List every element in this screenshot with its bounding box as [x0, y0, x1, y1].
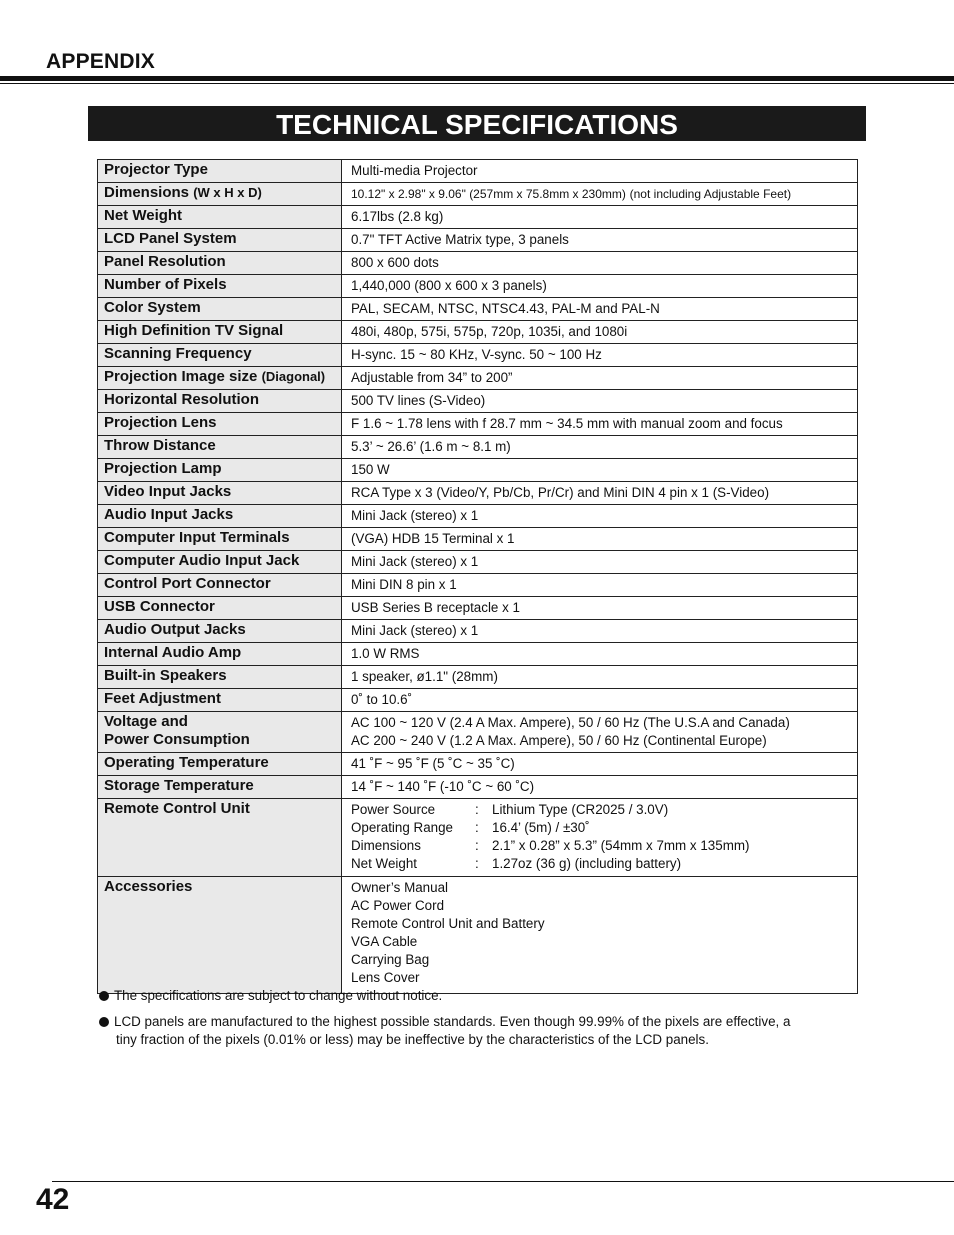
spec-value: Mini Jack (stereo) x 1	[342, 620, 858, 643]
spec-value: 6.17lbs (2.8 kg)	[342, 206, 858, 229]
spec-label: Storage Temperature	[98, 776, 342, 799]
note-lcd-pixels	[99, 1013, 856, 1049]
spec-label: Horizontal Resolution	[98, 390, 342, 413]
table-row	[98, 390, 858, 413]
table-row	[98, 643, 858, 666]
spec-value: USB Series B receptacle x 1	[342, 597, 858, 620]
note-text: The specifications are subject to change without notice.	[114, 988, 443, 1003]
spec-label	[98, 183, 342, 206]
note-text: LCD panels are manufactured to the highest possible standards. Even though 99.99% of the pixels are effective, a	[114, 1014, 791, 1029]
spec-label: Computer Audio Input Jack	[98, 551, 342, 574]
page-number: 42	[36, 1183, 70, 1216]
table-row	[98, 528, 858, 551]
table-row	[98, 753, 858, 776]
table-row	[98, 252, 858, 275]
remote-spec-colon: :	[475, 820, 479, 835]
spec-value: Multi-media Projector	[342, 160, 858, 183]
spec-value-line: AC 100 ~ 120 V (2.4 A Max. Ampere), 50 / 60 Hz (The U.S.A and Canada)	[351, 715, 790, 730]
remote-spec-row	[351, 801, 851, 819]
table-row	[98, 321, 858, 344]
remote-spec-row	[351, 837, 851, 855]
spec-label: Accessories	[98, 877, 342, 994]
table-row	[98, 367, 858, 390]
remote-spec-value: 16.4’ (5m) / ±30˚	[492, 820, 590, 835]
accessory-item: VGA Cable	[351, 934, 418, 949]
table-row	[98, 712, 858, 753]
spec-label: Built-in Speakers	[98, 666, 342, 689]
spec-label-note: (Diagonal)	[261, 369, 326, 384]
table-row	[98, 459, 858, 482]
remote-spec-colon: :	[475, 838, 479, 853]
spec-label: High Definition TV Signal	[98, 321, 342, 344]
note-line: tiny fraction of the pixels (0.01% or less) may be ineffective by the characteristics of the LCD panels.	[116, 1032, 709, 1047]
table-row	[98, 413, 858, 436]
spec-label: Net Weight	[98, 206, 342, 229]
remote-spec-name: Power Source	[351, 802, 436, 817]
table-row	[98, 206, 858, 229]
spec-label: Internal Audio Amp	[98, 643, 342, 666]
remote-spec-value: 1.27oz (36 g) (including battery)	[492, 856, 682, 871]
spec-label: Computer Input Terminals	[98, 528, 342, 551]
accessory-item: Carrying Bag	[351, 952, 430, 967]
remote-spec-name: Dimensions	[351, 838, 421, 853]
spec-value: Mini Jack (stereo) x 1	[342, 505, 858, 528]
table-row	[98, 689, 858, 712]
note-line	[99, 1013, 856, 1031]
remote-spec-name: Net Weight	[351, 856, 417, 871]
spec-value: Mini DIN 8 pin x 1	[342, 574, 858, 597]
spec-value	[342, 799, 858, 877]
spec-label: Remote Control Unit	[98, 799, 342, 877]
spec-value-note: (not including Adjustable Feet)	[629, 187, 792, 201]
spec-value: F 1.6 ~ 1.78 lens with f 28.7 mm ~ 34.5 mm with manual zoom and focus	[342, 413, 858, 436]
table-row	[98, 344, 858, 367]
spec-label: Audio Input Jacks	[98, 505, 342, 528]
spec-value: 1.0 W RMS	[342, 643, 858, 666]
spec-value	[342, 877, 858, 994]
section-label: APPENDIX	[46, 50, 155, 73]
spec-label: Throw Distance	[98, 436, 342, 459]
spec-label: Color System	[98, 298, 342, 321]
table-row	[98, 482, 858, 505]
table-row	[98, 799, 858, 877]
footer-rule	[52, 1181, 954, 1182]
spec-label	[98, 367, 342, 390]
spec-label: Feet Adjustment	[98, 689, 342, 712]
spec-label-line: Power Consumption	[104, 731, 250, 748]
accessory-item: AC Power Cord	[351, 898, 445, 913]
spec-label: Projection Lamp	[98, 459, 342, 482]
table-row	[98, 574, 858, 597]
table-row	[98, 436, 858, 459]
table-row	[98, 666, 858, 689]
spec-value: PAL, SECAM, NTSC, NTSC4.43, PAL-M and PAL-N	[342, 298, 858, 321]
spec-label: Control Port Connector	[98, 574, 342, 597]
spec-value: 500 TV lines (S-Video)	[342, 390, 858, 413]
spec-table	[97, 159, 858, 994]
table-row	[98, 776, 858, 799]
header-rule-thin	[0, 83, 954, 84]
bullet-icon	[99, 1017, 109, 1027]
spec-label-note: (W x H x D)	[193, 185, 262, 200]
spec-value: H-sync. 15 ~ 80 KHz, V-sync. 50 ~ 100 Hz	[342, 344, 858, 367]
remote-spec-row	[351, 819, 851, 837]
table-row	[98, 505, 858, 528]
table-row	[98, 620, 858, 643]
spec-label: Panel Resolution	[98, 252, 342, 275]
table-row	[98, 160, 858, 183]
accessory-item: Owner’s Manual	[351, 880, 449, 895]
note-specs-change	[99, 987, 856, 1005]
spec-label: Operating Temperature	[98, 753, 342, 776]
spec-value: 14 ˚F ~ 140 ˚F (-10 ˚C ~ 60 ˚C)	[342, 776, 858, 799]
spec-label: USB Connector	[98, 597, 342, 620]
table-row	[98, 298, 858, 321]
spec-value: Adjustable from 34” to 200”	[342, 367, 858, 390]
spec-label: Scanning Frequency	[98, 344, 342, 367]
remote-spec-name: Operating Range	[351, 820, 453, 835]
bullet-icon	[99, 991, 109, 1001]
remote-spec-colon: :	[475, 802, 479, 817]
remote-spec-row	[351, 855, 851, 873]
table-row	[98, 183, 858, 206]
page-title: TECHNICAL SPECIFICATIONS	[88, 106, 866, 141]
header-rule	[0, 76, 954, 81]
spec-label-text: Dimensions	[104, 184, 190, 201]
spec-value: (VGA) HDB 15 Terminal x 1	[342, 528, 858, 551]
spec-label-text: Projection Image size	[104, 368, 258, 385]
spec-value: 0.7" TFT Active Matrix type, 3 panels	[342, 229, 858, 252]
table-row	[98, 877, 858, 994]
spec-value: Mini Jack (stereo) x 1	[342, 551, 858, 574]
accessory-item: Lens Cover	[351, 970, 420, 985]
spec-value: 1,440,000 (800 x 600 x 3 panels)	[342, 275, 858, 298]
spec-value: 480i, 480p, 575i, 575p, 720p, 1035i, and 1080i	[342, 321, 858, 344]
spec-value: 1 speaker, ø1.1" (28mm)	[342, 666, 858, 689]
spec-value: 150 W	[342, 459, 858, 482]
table-row	[98, 275, 858, 298]
spec-value-line: AC 200 ~ 240 V (1.2 A Max. Ampere), 50 / 60 Hz (Continental Europe)	[351, 733, 767, 748]
table-row	[98, 597, 858, 620]
table-row	[98, 229, 858, 252]
spec-label: Projector Type	[98, 160, 342, 183]
spec-value: RCA Type x 3 (Video/Y, Pb/Cb, Pr/Cr) and Mini DIN 4 pin x 1 (S-Video)	[342, 482, 858, 505]
spec-label: LCD Panel System	[98, 229, 342, 252]
spec-value: 5.3’ ~ 26.6’ (1.6 m ~ 8.1 m)	[342, 436, 858, 459]
spec-value	[342, 183, 858, 206]
spec-value: 800 x 600 dots	[342, 252, 858, 275]
spec-label: Video Input Jacks	[98, 482, 342, 505]
spec-value: 0˚ to 10.6˚	[342, 689, 858, 712]
remote-spec-value: 2.1” x 0.28” x 5.3” (54mm x 7mm x 135mm)	[492, 838, 750, 853]
spec-value-text: 10.12" x 2.98" x 9.06" (257mm x 75.8mm x 230mm)	[351, 187, 626, 201]
spec-label-line: Voltage and	[104, 713, 188, 730]
spec-value	[342, 712, 858, 753]
spec-value: 41 ˚F ~ 95 ˚F (5 ˚C ~ 35 ˚C)	[342, 753, 858, 776]
remote-spec-colon: :	[475, 856, 479, 871]
spec-label: Projection Lens	[98, 413, 342, 436]
spec-label	[98, 712, 342, 753]
spec-label: Number of Pixels	[98, 275, 342, 298]
remote-spec-value: Lithium Type (CR2025 / 3.0V)	[492, 802, 669, 817]
table-row	[98, 551, 858, 574]
spec-label: Audio Output Jacks	[98, 620, 342, 643]
accessory-item: Remote Control Unit and Battery	[351, 916, 545, 931]
